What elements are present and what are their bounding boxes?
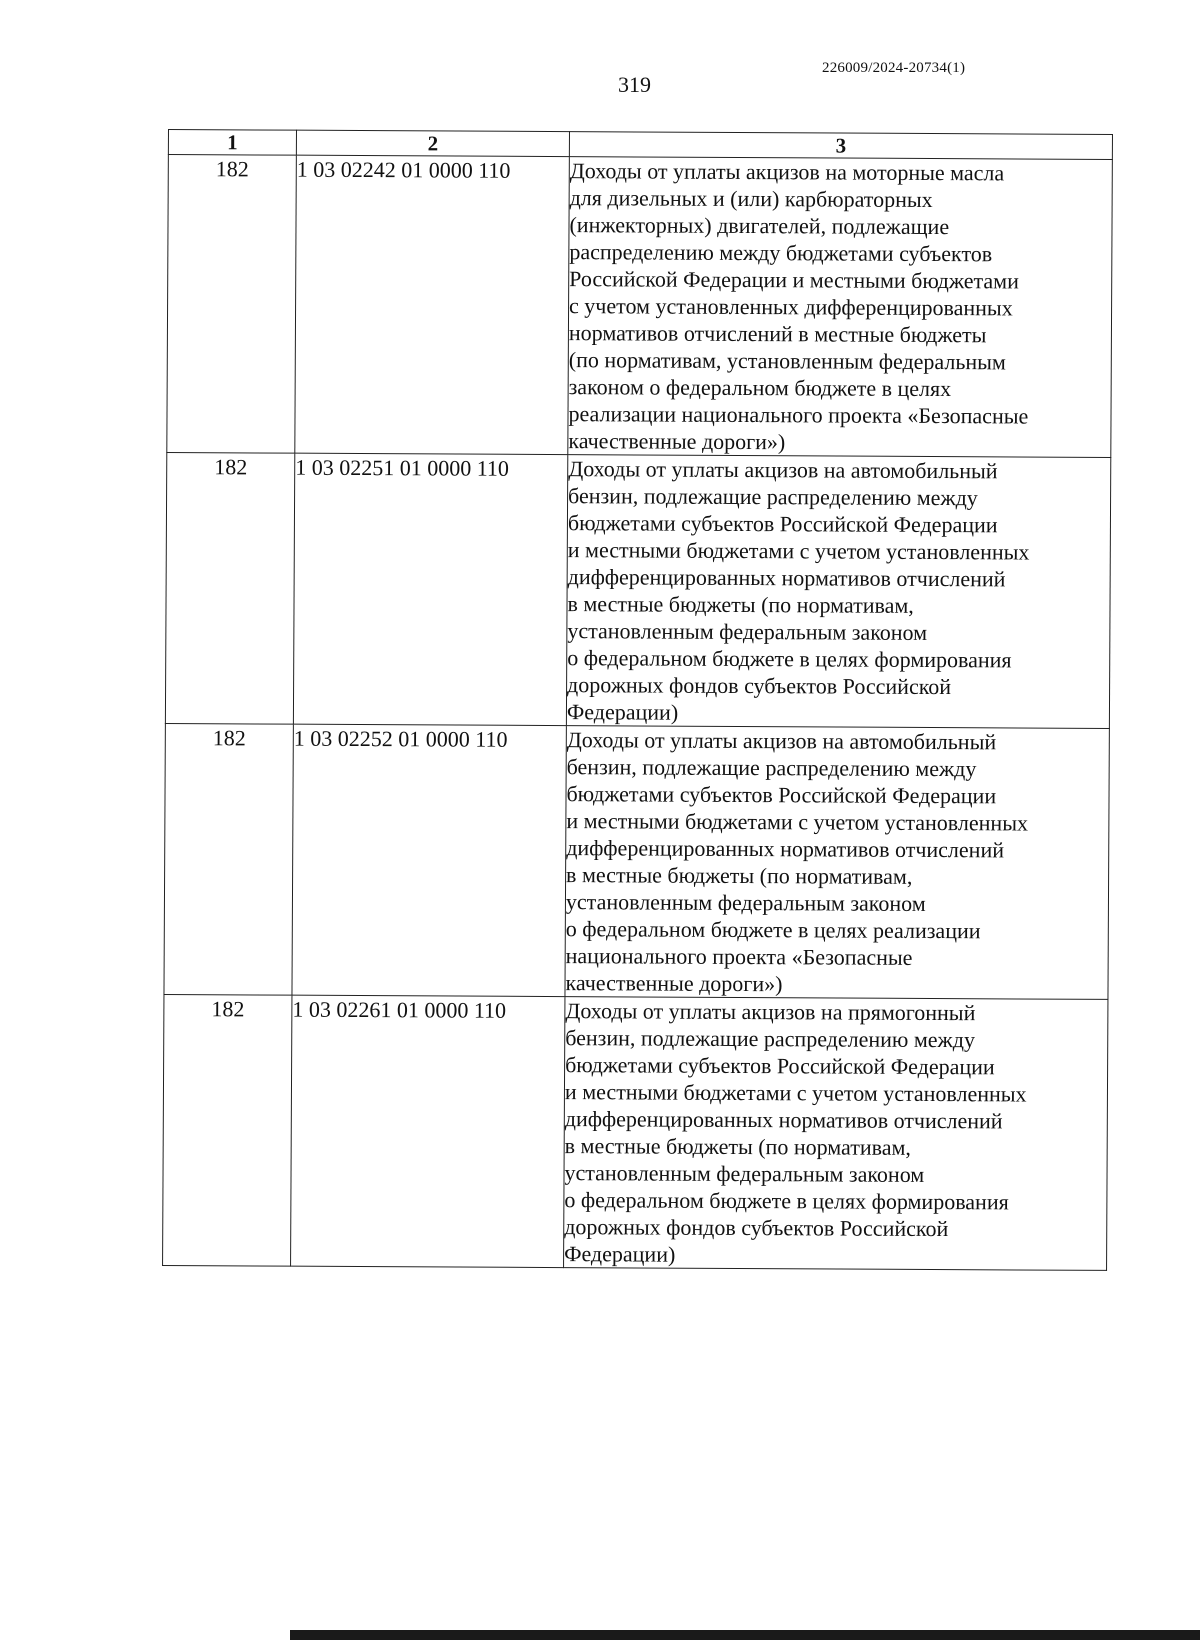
description-line: дорожных фондов субъектов Российской xyxy=(567,672,952,700)
description-line: о федеральном бюджете в целях формирования xyxy=(567,645,1012,673)
description-line: дифференцированных нормативов отчислений xyxy=(567,564,1006,592)
description-line: и местными бюджетами с учетом установленных xyxy=(566,808,1029,836)
description-line: Доходы от уплаты акцизов на автомобильный xyxy=(566,727,997,755)
description-line: нормативов отчислений в местные бюджеты xyxy=(568,320,987,348)
description-line: Доходы от уплаты акцизов на автомобильный xyxy=(568,456,998,484)
table-row xyxy=(167,155,1113,458)
income-description-cell xyxy=(565,726,1109,1000)
budget-classification-code-cell: 1 03 02252 01 0000 110 xyxy=(292,724,566,996)
budget-classification-code-cell: 1 03 02242 01 0000 110 xyxy=(295,155,570,454)
table-row xyxy=(164,723,1109,999)
scan-bottom-edge xyxy=(290,1630,1200,1640)
description-line: бюджетами субъектов Российской Федерации xyxy=(567,510,998,538)
description-line: в местные бюджеты (по нормативам, xyxy=(564,1133,912,1160)
admin-code-cell: 182 xyxy=(163,994,292,1266)
column-header-3: 3 xyxy=(569,132,1112,160)
document-registration-number: 226009/2024-20734(1) xyxy=(822,60,966,76)
budget-codes-table-wrapper xyxy=(162,129,1112,1271)
description-line: Доходы от уплаты акцизов на прямогонный xyxy=(565,998,976,1026)
description-line: установленным федеральным законом xyxy=(564,1160,925,1187)
description-line: национального проекта «Безопасные xyxy=(565,943,913,970)
description-line: дорожных фондов субъектов Российской xyxy=(564,1214,949,1242)
description-line: бюджетами субъектов Российской Федерации xyxy=(565,1052,995,1080)
admin-code-cell: 182 xyxy=(167,155,297,454)
column-header-1: 1 xyxy=(168,130,296,156)
description-line: качественные дороги») xyxy=(565,970,783,997)
description-line: о федеральном бюджете в целях реализации xyxy=(565,916,981,944)
description-line: дифференцированных нормативов отчислений xyxy=(564,1106,1003,1134)
description-line: Федерации) xyxy=(566,699,679,725)
description-line: бензин, подлежащие распределению между xyxy=(565,1025,976,1053)
description-line: (по нормативам, установленным федеральным xyxy=(568,347,1006,375)
description-line: с учетом установленных дифференцированных xyxy=(569,293,1013,321)
income-description-cell xyxy=(566,455,1110,729)
description-line: реализации национального проекта «Безопасные xyxy=(568,401,1029,429)
description-line: Федерации) xyxy=(564,1241,676,1267)
table-row xyxy=(163,994,1108,1270)
description-line: для дизельных и (или) карбюраторных xyxy=(569,185,933,213)
description-line: бензин, подлежащие распределению между xyxy=(566,754,977,782)
table-body xyxy=(163,155,1113,1271)
income-description-cell xyxy=(568,157,1113,458)
budget-codes-table xyxy=(162,129,1113,1271)
admin-code-cell: 182 xyxy=(165,452,294,724)
admin-code-cell: 182 xyxy=(164,723,293,995)
budget-classification-code-cell: 1 03 02261 01 0000 110 xyxy=(291,995,565,1267)
description-line: и местными бюджетами с учетом установленных xyxy=(567,537,1030,565)
description-line: о федеральном бюджете в целях формирования xyxy=(564,1187,1009,1215)
table-row xyxy=(165,452,1110,728)
description-line: (инжекторных) двигателей, подлежащие xyxy=(569,212,950,240)
description-line: бюджетами субъектов Российской Федерации xyxy=(566,781,997,809)
description-line: бензин, подлежащие распределению между xyxy=(568,483,978,511)
description-line: установленным федеральным законом xyxy=(565,889,926,916)
description-line: Российской Федерации и местными бюджетами xyxy=(569,266,1019,294)
description-line: законом о федеральном бюджете в целях xyxy=(568,374,952,402)
description-line: в местные бюджеты (по нормативам, xyxy=(566,862,913,889)
description-line: распределению между бюджетами субъектов xyxy=(569,239,993,267)
description-line: и местными бюджетами с учетом установленных xyxy=(564,1079,1027,1107)
description-line: качественные дороги») xyxy=(568,428,786,455)
page-number: 319 xyxy=(618,72,651,97)
income-description-cell xyxy=(564,997,1108,1271)
description-line: установленным федеральным законом xyxy=(567,618,928,645)
column-header-2: 2 xyxy=(296,130,569,156)
description-line: в местные бюджеты (по нормативам, xyxy=(567,591,914,618)
description-line: дифференцированных нормативов отчислений xyxy=(566,835,1005,863)
description-line: Доходы от уплаты акцизов на моторные масла xyxy=(569,158,1005,186)
budget-classification-code-cell: 1 03 02251 01 0000 110 xyxy=(293,453,567,725)
